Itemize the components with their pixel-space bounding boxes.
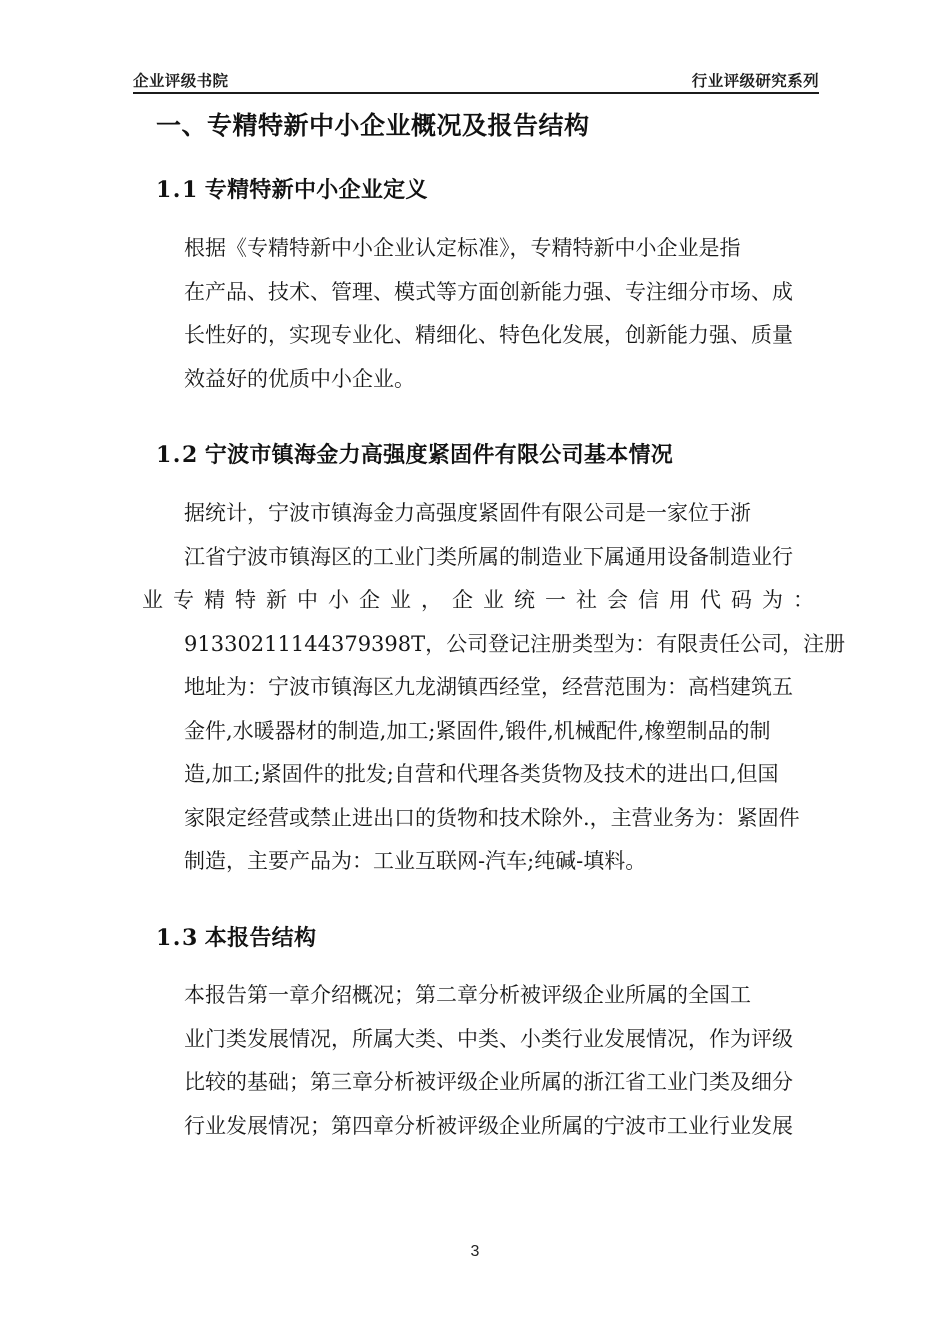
text-glyph: 代 <box>700 588 721 613</box>
text-glyph: 一 <box>545 588 566 613</box>
text-glyph: 业 <box>483 588 504 613</box>
text-glyph: 码 <box>731 588 752 613</box>
section-number: 1.1 <box>156 177 199 204</box>
text-glyph: 企 <box>452 588 473 613</box>
header-right-title: 行业评级研究系列 <box>691 72 819 90</box>
paragraph-report-structure <box>142 974 814 1148</box>
document-body <box>142 108 846 1148</box>
spacer <box>142 884 814 922</box>
text-glyph: 会 <box>607 588 628 613</box>
section-heading-1-3 <box>142 922 814 955</box>
section-title-text: 本报告结构 <box>204 924 317 950</box>
text-glyph: 业 <box>142 588 163 613</box>
text-glyph: ： <box>793 588 814 613</box>
text-line: 江省宁波市镇海区的工业门类所属的制造业下属通用设备制造业行 <box>184 544 793 569</box>
text-glyph: 为 <box>762 588 783 613</box>
chapter-heading: 一、专精特新中小企业概况及报告结构 <box>156 112 590 140</box>
section-title-text: 宁波市镇海金力高强度紧固件有限公司基本情况 <box>204 442 674 468</box>
section-heading-1-2 <box>142 439 814 472</box>
spacer <box>142 954 814 974</box>
text-glyph: 新 <box>266 588 287 613</box>
text-line: 比较的基础；第三章分析被评级企业所属的浙江省工业门类及细分 <box>184 1070 793 1095</box>
section-number: 1.3 <box>156 924 199 951</box>
text-glyph: 统 <box>514 588 535 613</box>
page-header <box>133 60 819 94</box>
text-glyph: 中 <box>297 588 318 613</box>
text-glyph: 专 <box>173 588 194 613</box>
text-glyph: 社 <box>576 588 597 613</box>
text-line: 91330211144379398T，公司登记注册类型为：有限责任公司，注册 <box>184 631 846 656</box>
text-line: 根据《专精特新中小企业认定标准》，专精特新中小企业是指 <box>184 236 741 261</box>
spacer <box>142 472 814 492</box>
spacer <box>142 401 814 439</box>
text-line: 在产品、技术、管理、模式等方面创新能力强、专注细分市场、成 <box>184 279 793 304</box>
text-glyph: ， <box>421 588 442 613</box>
section-number: 1.2 <box>156 442 199 469</box>
text-line: 据统计，宁波市镇海金力高强度紧固件有限公司是一家位于浙 <box>184 501 751 526</box>
header-left-title: 企业评级书院 <box>133 72 229 90</box>
text-glyph: 信 <box>638 588 659 613</box>
spacer <box>142 207 814 227</box>
text-glyph: 业 <box>390 588 411 613</box>
text-glyph: 小 <box>328 588 349 613</box>
paragraph-company-profile <box>142 492 846 884</box>
text-glyph: 精 <box>204 588 225 613</box>
text-line: 长性好的，实现专业化、精细化、特色化发展，创新能力强、质量 <box>184 323 793 348</box>
text-line: 造,加工;紧固件的批发;自营和代理各类货物及技术的进出口,但国 <box>184 762 779 787</box>
text-line: 家限定经营或禁止进出口的货物和技术除外.，主营业务为：紧固件 <box>184 805 800 830</box>
text-line: 金件,水暖器材的制造,加工;紧固件,锻件,机械配件,橡塑制品的制 <box>184 718 771 743</box>
text-line: 地址为：宁波市镇海区九龙湖镇西经堂，经营范围为：高档建筑五 <box>184 675 793 700</box>
paragraph-definition <box>142 227 814 401</box>
section-heading-1-1 <box>142 174 814 207</box>
text-line: 行业发展情况；第四章分析被评级企业所属的宁波市工业行业发展 <box>184 1113 793 1138</box>
text-glyph: 特 <box>235 588 256 613</box>
text-line: 效益好的优质中小企业。 <box>184 366 415 391</box>
text-line: 本报告第一章介绍概况；第二章分析被评级企业所属的全国工 <box>184 983 751 1008</box>
text-line-justified <box>142 579 814 623</box>
text-glyph: 企 <box>359 588 380 613</box>
section-title-text: 专精特新中小企业定义 <box>204 177 428 203</box>
text-line: 制造，主要产品为：工业互联网-汽车;纯碱-填料。 <box>184 849 647 874</box>
text-glyph: 用 <box>669 588 690 613</box>
spacer <box>142 144 814 174</box>
page-number: 3 <box>470 1243 480 1260</box>
text-line: 业门类发展情况，所属大类、中类、小类行业发展情况，作为评级 <box>184 1026 793 1051</box>
